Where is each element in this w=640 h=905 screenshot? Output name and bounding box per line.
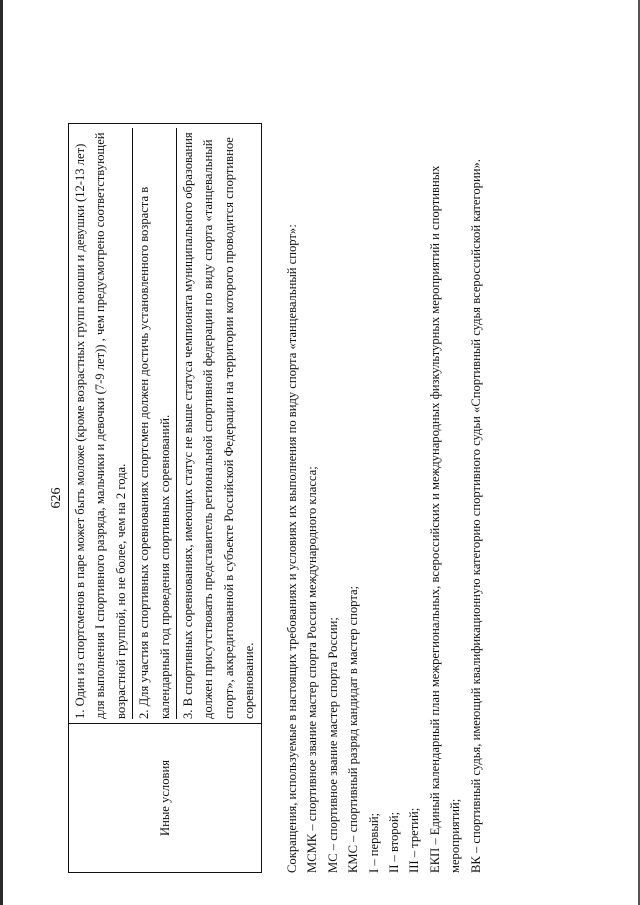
abbreviations-intro: Сокращения, используемые в настоящих требованиях и условиях их выполнения по виду спорта «танцевальный спорт»: — [285, 224, 299, 873]
condition-item-3 — [177, 128, 261, 719]
row-label: Иные условия — [157, 760, 172, 836]
abbreviations-section — [282, 123, 486, 873]
abbreviation-item: ЕКП – Единый календарный план межрегиональных, всероссийских и международных физкультурных мероприятий и спортивных мероприятий; — [427, 165, 463, 873]
conditions-table — [68, 123, 262, 873]
abbreviation-item: ВК – спортивный судья, имеющий квалификационную категорию спортивного судьи «Спортивный судья всероссийской категории». — [468, 159, 483, 873]
scan-page-edge — [0, 0, 3, 905]
condition-item-2 — [133, 128, 177, 719]
conditions-cell — [69, 124, 262, 724]
condition-text: 1. Один из спортсменов в паре может быть моложе (кроме возрастных групп юноши и девушки (12-13 лет) для выполнения I спортивного разряда, мальчики и девочки (7-9 лет)) , чем предусмотрено соответствующей возрастной группой, но не более, чем на 2 года. — [73, 132, 128, 719]
abbreviation-item: III – третий; — [407, 807, 422, 873]
page-number: 626 — [49, 487, 64, 509]
abbreviation-item: КМС – спортивный разряд кандидат в мастер спорта; — [346, 585, 361, 873]
condition-text: 3. В спортивных соревнованиях, имеющих статус не выше статуса чемпионата муниципального образования должен присутствовать представитель региональной спортивной федерации по виду спорта «танцевальный спорт», аккредитованной в субъекте Российской Федерации на территории которого проводится спортивное соревнование. — [181, 132, 257, 719]
rotated-page-content — [45, 118, 483, 878]
table-row — [69, 124, 262, 873]
abbreviation-item: I – первый; — [366, 812, 381, 873]
condition-text: 2. Для участия в спортивных соревнованиях спортсмен должен достичь установленного возраста в календарный год проведения спортивных соревнований. — [137, 186, 172, 719]
abbreviation-item: МСМК – спортивное звание мастер спорта России международного класса; — [305, 466, 320, 873]
row-label-cell — [69, 724, 262, 873]
abbreviation-item: II – второй; — [387, 811, 402, 873]
condition-item-1 — [69, 128, 133, 719]
abbreviation-item: МС – спортивное звание мастер спорта России; — [325, 617, 340, 873]
